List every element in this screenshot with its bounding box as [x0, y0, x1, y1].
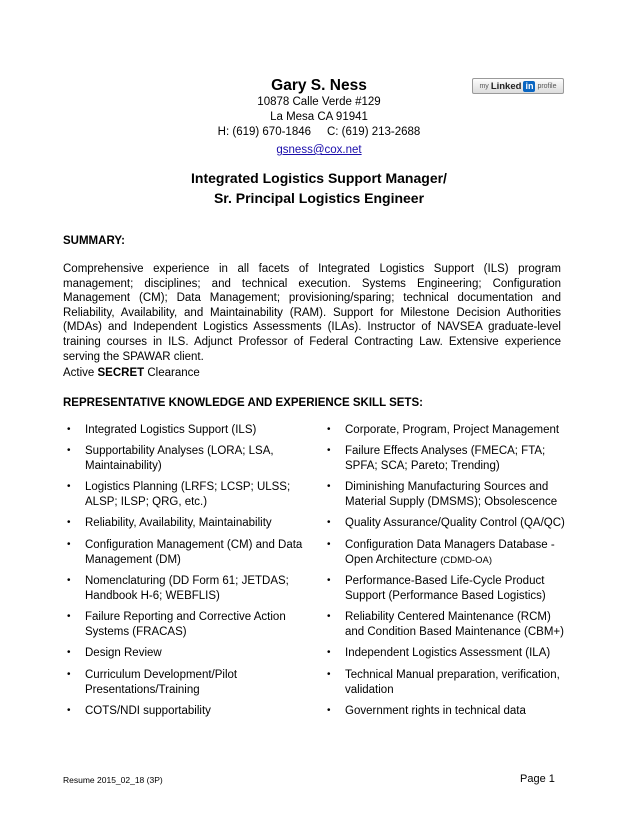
- cdmd-oa-note: (CDMD-OA): [440, 554, 492, 566]
- linkedin-profile-text: profile: [537, 82, 557, 90]
- skill-item: • Failure Effects Analyses (FMECA; FTA; SPFA; SCA; Pareto; Trending): [323, 444, 571, 480]
- clearance-suffix: Clearance: [144, 367, 200, 379]
- clearance-prefix: Active: [63, 367, 98, 379]
- bullet-icon: •: [67, 647, 71, 658]
- skills-heading: REPRESENTATIVE KNOWLEDGE AND EXPERIENCE SKILL SETS:: [63, 397, 423, 409]
- phone-numbers: H: (619) 670-1846 C: (619) 213-2688: [217, 126, 421, 138]
- skill-item: • COTS/NDI supportability: [63, 704, 311, 724]
- summary-text: Comprehensive experience in all facets of Integrated Logistics Support (ILS) program management; disciplines; and technical execution. Systems Engineering; Configuration Management (CM); Data Management; provisioning/sparing; technical documentation and Reliability, Availability, and Maintainability (RAM). Support for Milestone Decision Authorities (MDAs) and Independent Logistics Assessments (ILAs). Instructor of NAVSEA graduate-level training courses in ILS. Adjunct Professor of Federal Contracting Law. Extensive experience serving the SPAWAR client.: [63, 263, 561, 363]
- skills-row: [63, 610, 573, 646]
- email-link[interactable]: gsness@cox.net: [276, 144, 362, 156]
- summary-heading: SUMMARY:: [63, 235, 125, 247]
- skill-item: • Configuration Management (CM) and Data Management (DM): [63, 538, 311, 574]
- skills-row: [63, 574, 573, 610]
- skills-row: [63, 668, 573, 704]
- linkedin-wordmark: Linked: [490, 80, 522, 92]
- skills-row: [63, 646, 573, 668]
- skill-item: • Reliability, Availability, Maintainability: [63, 516, 311, 538]
- skill-item: • Design Review: [63, 646, 311, 668]
- skills-row: [63, 480, 573, 516]
- skills-list: [63, 423, 573, 724]
- job-title-line-1: Integrated Logistics Support Manager/: [191, 170, 447, 186]
- bullet-icon: •: [67, 424, 71, 435]
- linkedin-my-text: my: [479, 82, 489, 90]
- skill-item: • Reliability Centered Maintenance (RCM) and Condition Based Maintenance (CBM+): [323, 610, 571, 646]
- address-line-2: La Mesa CA 91941: [270, 111, 368, 123]
- job-titles: [0, 168, 638, 208]
- bullet-icon: •: [327, 575, 331, 586]
- clearance-level: SECRET: [97, 367, 145, 379]
- bullet-icon: •: [327, 539, 331, 550]
- bullet-icon: •: [327, 481, 331, 492]
- skills-row: [63, 516, 573, 538]
- bullet-icon: •: [67, 539, 71, 550]
- bullet-icon: •: [327, 424, 331, 435]
- skill-item: • Nomenclaturing (DD Form 61; JETDAS; Handbook H-6; WEBFLIS): [63, 574, 311, 610]
- skills-row: [63, 444, 573, 480]
- skill-item: • Quality Assurance/Quality Control (QA/QC): [323, 516, 571, 538]
- linkedin-in-icon: in: [525, 80, 534, 91]
- bullet-icon: •: [327, 647, 331, 658]
- bullet-icon: •: [67, 481, 71, 492]
- bullet-icon: •: [67, 611, 71, 622]
- skill-item: • Government rights in technical data: [323, 704, 571, 724]
- bullet-icon: •: [327, 517, 331, 528]
- job-title-line-2: Sr. Principal Logistics Engineer: [213, 190, 425, 206]
- skill-item: • Corporate, Program, Project Management: [323, 423, 571, 444]
- skill-item: • Diminishing Manufacturing Sources and Material Supply (DMSMS); Obsolescence: [323, 480, 571, 516]
- skills-row: [63, 423, 573, 444]
- skill-item: • Independent Logistics Assessment (ILA): [323, 646, 571, 668]
- bullet-icon: •: [327, 445, 331, 456]
- bullet-icon: •: [67, 575, 71, 586]
- skill-item: • Configuration Data Managers Database - Open Architecture (CDMD-OA): [323, 538, 571, 574]
- bullet-icon: •: [327, 611, 331, 622]
- linkedin-profile-badge[interactable]: [472, 78, 564, 94]
- skill-item: • Integrated Logistics Support (ILS): [63, 423, 311, 444]
- skill-item: • Performance-Based Life-Cycle Product Support (Performance Based Logistics): [323, 574, 571, 610]
- footer-file-label: Resume 2015_02_18 (3P): [63, 775, 163, 785]
- skill-item: • Supportability Analyses (LORA; LSA, Maintainability): [63, 444, 311, 480]
- clearance-line: [63, 367, 200, 379]
- bullet-icon: •: [327, 705, 331, 716]
- bullet-icon: •: [327, 669, 331, 680]
- bullet-icon: •: [67, 445, 71, 456]
- skills-row: [63, 538, 573, 574]
- skill-item: • Technical Manual preparation, verification, validation: [323, 668, 571, 704]
- page-number: Page 1: [520, 773, 555, 785]
- skills-row: [63, 704, 573, 724]
- skill-item: • Failure Reporting and Corrective Action Systems (FRACAS): [63, 610, 311, 646]
- bullet-icon: •: [67, 517, 71, 528]
- skill-item: • Curriculum Development/Pilot Presentations/Training: [63, 668, 311, 704]
- bullet-icon: •: [67, 669, 71, 680]
- candidate-name: Gary S. Ness: [271, 77, 367, 94]
- skill-item: • Logistics Planning (LRFS; LCSP; ULSS; ALSP; ILSP; QRG, etc.): [63, 480, 311, 516]
- bullet-icon: •: [67, 705, 71, 716]
- address-line-1: 10878 Calle Verde #129: [257, 96, 381, 108]
